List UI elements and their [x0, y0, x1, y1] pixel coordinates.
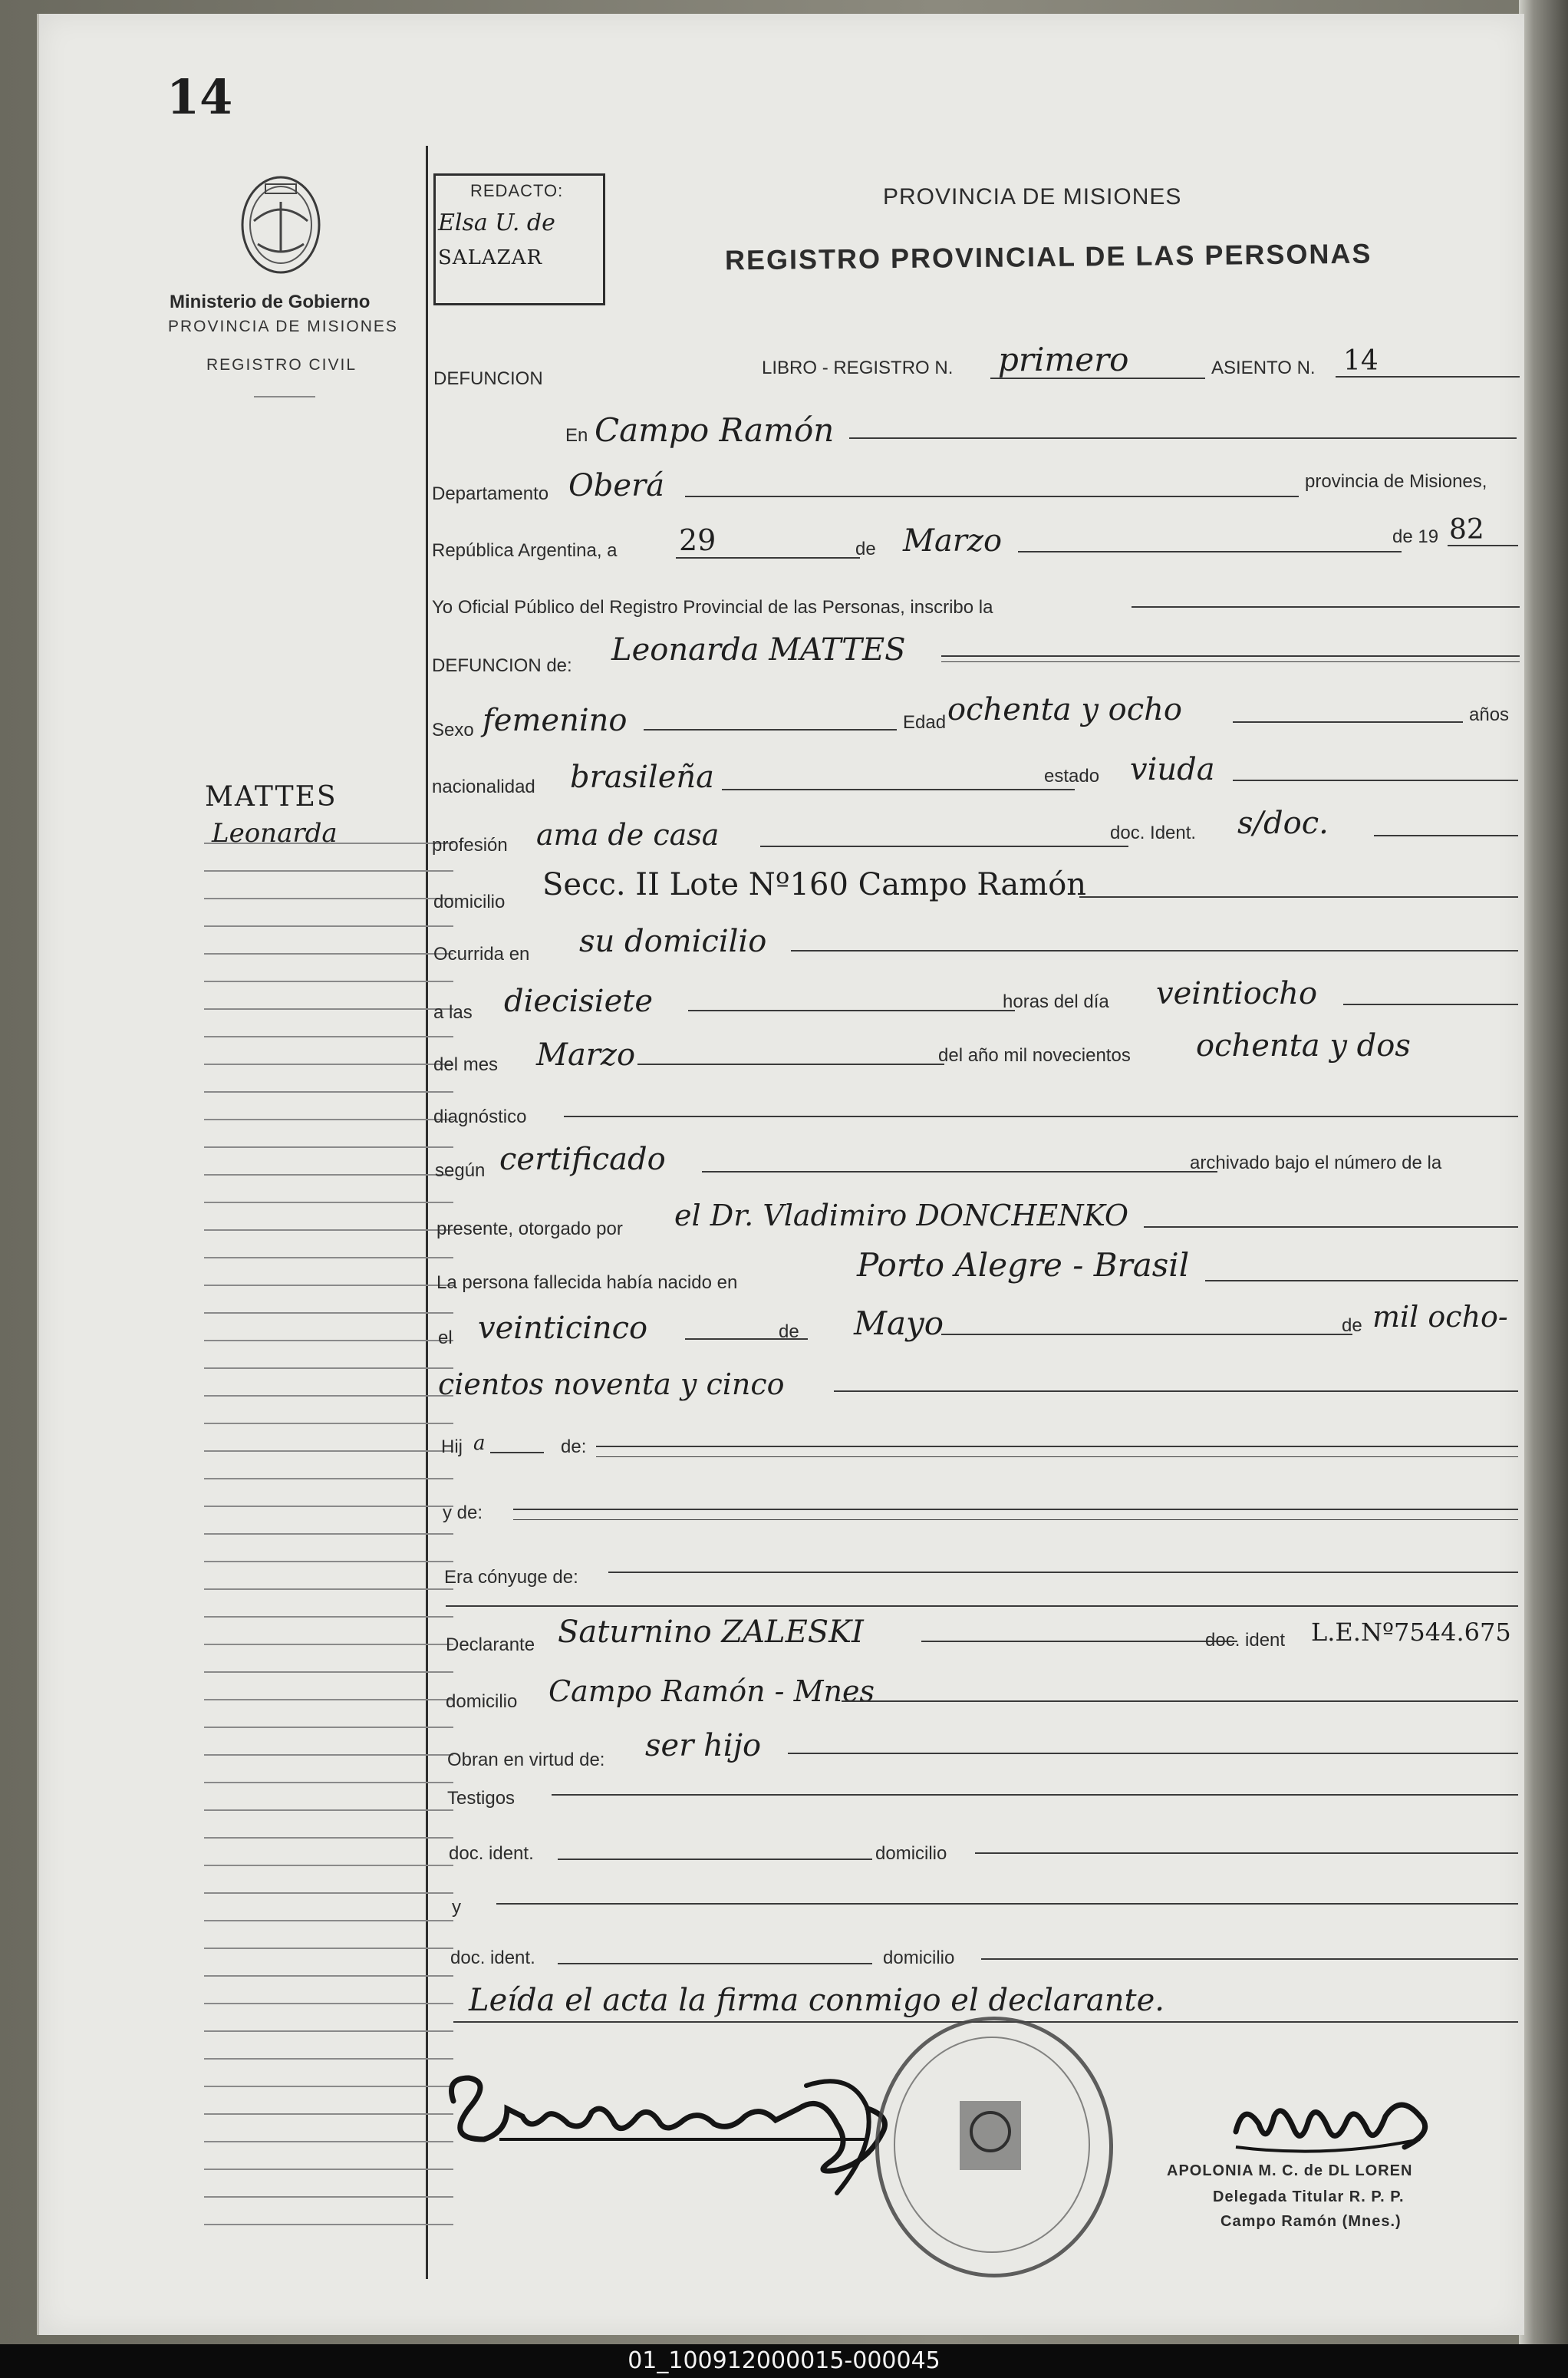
seal-emblem-icon — [944, 2086, 1036, 2185]
dia-texto-value: veintiocho — [1156, 976, 1318, 1011]
lugar-value: Campo Ramón — [595, 411, 835, 449]
estado-value: viuda — [1130, 752, 1215, 787]
nacionalidad-line — [722, 789, 1075, 790]
obran-line — [788, 1753, 1518, 1754]
ministry-province: PROVINCIA DE MISIONES — [168, 318, 398, 335]
asiento-line — [1336, 376, 1520, 378]
padre-line-2 — [513, 1519, 1518, 1520]
madre-line — [596, 1446, 1518, 1447]
coat-of-arms-icon — [231, 167, 331, 282]
estado-label: estado — [1044, 766, 1100, 787]
image-caption: 01_100912000015-000045 — [0, 2344, 1568, 2378]
nac-ano-line — [834, 1390, 1518, 1392]
testigo1-domicilio-line — [975, 1852, 1518, 1854]
margin-ruled-line — [204, 2086, 453, 2087]
margin-ruled-line — [204, 1782, 453, 1783]
redacto-name-1: Elsa U. de — [438, 209, 555, 236]
republica-label: República Argentina, a — [432, 540, 618, 561]
margin-ruled-line — [204, 1506, 453, 1507]
obran-value: ser hijo — [645, 1728, 762, 1763]
margin-ruled-line — [204, 1865, 453, 1866]
hija-label: Hij — [441, 1436, 463, 1457]
book-spine — [1519, 0, 1568, 2344]
header-province: PROVINCIA DE MISIONES — [883, 184, 1182, 209]
doc-line — [1374, 835, 1518, 836]
act-type: DEFUNCION — [433, 368, 543, 389]
declarante-domicilio-value: Campo Ramón - Mnes — [548, 1674, 875, 1708]
presente-label: presente, otorgado por — [436, 1219, 623, 1239]
margin-ruled-line — [204, 1119, 453, 1120]
declarante-domicilio-line — [842, 1700, 1518, 1702]
stamp-line-3: Campo Ramón (Mnes.) — [1220, 2213, 1402, 2230]
margin-ruled-line — [204, 1533, 453, 1535]
margin-ruled-line — [204, 2169, 453, 2170]
difunto-value: Leonarda MATTES — [611, 632, 906, 668]
diagnostico-line — [564, 1116, 1518, 1117]
hija-line-a — [490, 1452, 544, 1453]
margin-ruled-line — [204, 1920, 453, 1921]
segun-label: según — [435, 1160, 486, 1181]
nac-dia-value: veinticinco — [478, 1311, 648, 1346]
nac-ano-1-value: mil ocho- — [1372, 1300, 1508, 1334]
testigos-line — [552, 1794, 1518, 1796]
domicilio-line — [1079, 896, 1518, 898]
mes-value: Marzo — [903, 523, 1003, 559]
margin-ruled-line — [204, 2141, 453, 2142]
margin-ruled-line — [204, 1395, 453, 1397]
estado-line — [1233, 780, 1518, 781]
doc-ident-label: doc. Ident. — [1110, 823, 1197, 843]
declarante-doc-value: L.E.Nº7544.675 — [1311, 1618, 1511, 1647]
de-label-2: de — [779, 1321, 799, 1342]
segun-line — [702, 1171, 1217, 1173]
office-underline — [254, 396, 315, 397]
hora-value: diecisiete — [504, 984, 654, 1019]
del-mes-label: del mes — [433, 1054, 499, 1075]
nac-mes-line — [941, 1334, 1352, 1335]
margin-ruled-line — [204, 1975, 453, 1977]
testigo1-doc-label: doc. ident. — [449, 1843, 534, 1864]
nacionalidad-value: brasileña — [570, 760, 714, 795]
dia-texto-line — [1343, 1004, 1518, 1005]
margin-ruled-line — [204, 1174, 453, 1176]
margin-ruled-line — [204, 1754, 453, 1756]
sexo-label: Sexo — [432, 720, 474, 740]
redacto-name-2: SALAZAR — [438, 246, 543, 269]
de-mil-label: de — [1342, 1315, 1362, 1336]
margin-ruled-line — [204, 1727, 453, 1728]
dia-value: 29 — [679, 523, 716, 557]
difunto-line-2 — [941, 661, 1520, 662]
asiento-label: ASIENTO N. — [1211, 358, 1316, 378]
horas-label: horas del día — [1003, 991, 1109, 1012]
register-page — [37, 14, 1524, 2335]
testigo2-doc-line — [558, 1963, 872, 1964]
margin-ruled-line — [204, 2030, 453, 2032]
declarante-doc-label: doc. ident — [1205, 1630, 1286, 1651]
segun-value: certificado — [499, 1142, 666, 1177]
sexo-line — [644, 729, 897, 731]
declarante-line — [921, 1641, 1237, 1642]
stamp-line-1: APOLONIA M. C. de DL LOREN — [1167, 2162, 1413, 2179]
mes-line — [1018, 551, 1402, 552]
libro-line — [990, 378, 1205, 379]
padre-line — [513, 1509, 1518, 1510]
margin-ruled-line — [204, 898, 453, 899]
otorgado-value: el Dr. Vladimiro DONCHENKO — [674, 1199, 1128, 1232]
domicilio-value: Secc. II Lote Nº160 Campo Ramón — [542, 867, 1087, 902]
margin-ruled-line — [204, 1948, 453, 1949]
nac-ano-2-value: cientos noventa y cinco — [438, 1367, 785, 1401]
margin-ruled-line — [204, 843, 453, 844]
diagnostico-label: diagnóstico — [433, 1107, 527, 1127]
margin-ruled-line — [204, 870, 453, 872]
testigo2-domicilio-line — [981, 1958, 1518, 1960]
margin-ruled-line — [204, 1146, 453, 1148]
column-divider — [426, 146, 428, 2279]
declarante-value: Saturnino ZALESKI — [558, 1614, 864, 1650]
hija-suffix: a — [473, 1432, 486, 1455]
declarante-domicilio-label: domicilio — [446, 1691, 518, 1712]
margin-ruled-line — [204, 1285, 453, 1286]
margin-ruled-line — [204, 1644, 453, 1645]
obran-label: Obran en virtud de: — [447, 1750, 605, 1770]
margin-ruled-line — [204, 953, 453, 955]
defuncion-de-label: DEFUNCION de: — [432, 655, 572, 676]
margin-ruled-line — [204, 1892, 453, 1894]
margin-ruled-line — [204, 1008, 453, 1010]
margin-ruled-line — [204, 1340, 453, 1341]
asiento-value: 14 — [1343, 345, 1379, 377]
margin-ruled-line — [204, 1257, 453, 1258]
testigos-label: Testigos — [447, 1788, 516, 1809]
y-label: y — [452, 1897, 461, 1918]
difunto-line — [941, 655, 1520, 657]
edad-line — [1233, 721, 1463, 723]
margin-ruled-line — [204, 1616, 453, 1618]
margin-ruled-line — [204, 1312, 453, 1314]
archivado-label: archivado bajo el número de la — [1190, 1153, 1442, 1173]
ocurrida-value: su domicilio — [579, 924, 767, 959]
margin-ruled-line — [204, 1561, 453, 1562]
testigo2-domicilio-label: domicilio — [883, 1948, 955, 1968]
margin-ruled-line — [204, 2058, 453, 2060]
margin-ruled-line — [204, 2196, 453, 2198]
departamento-value: Oberá — [568, 468, 665, 503]
nacido-line — [1205, 1280, 1518, 1281]
ano-value: 82 — [1449, 514, 1484, 546]
nacido-label: La persona fallecida había nacido en — [436, 1272, 738, 1293]
margin-ruled-line — [204, 1671, 453, 1673]
testigo2-doc-label: doc. ident. — [450, 1948, 535, 1968]
y-de-label: y de: — [443, 1502, 483, 1523]
margin-ruled-line — [204, 1064, 453, 1065]
departamento-label: Departamento — [432, 483, 549, 504]
oficial-text: Yo Oficial Público del Registro Provincial de las Personas, inscribo la — [432, 597, 993, 618]
libro-label: LIBRO - REGISTRO N. — [762, 358, 954, 378]
closing-statement: Leída el acta la firma conmigo el declarante. — [469, 1983, 1164, 2018]
margin-ruled-line — [204, 1588, 453, 1590]
declarante-label: Declarante — [446, 1634, 535, 1655]
margin-ruled-line — [204, 1091, 453, 1093]
mes-texto-line — [637, 1064, 944, 1065]
margin-ruled-line — [204, 1229, 453, 1231]
provincia-label: provincia de Misiones, — [1305, 471, 1487, 492]
margin-ruled-line — [204, 1036, 453, 1037]
testigo2-line — [496, 1903, 1518, 1905]
profesion-value: ama de casa — [536, 818, 720, 852]
el-label: el — [438, 1328, 453, 1348]
departamento-line — [685, 496, 1299, 497]
header-registry: REGISTRO PROVINCIAL DE LAS PERSONAS — [724, 237, 1372, 276]
conyuge-label: Era cónyuge de: — [444, 1567, 578, 1588]
nac-mes-value: Mayo — [854, 1304, 944, 1342]
testigo1-doc-line — [558, 1859, 872, 1860]
margin-ruled-line — [204, 925, 453, 927]
margin-ruled-line — [204, 2113, 453, 2115]
domicilio-label: domicilio — [433, 892, 506, 912]
ocurrida-line — [791, 950, 1518, 952]
stamp-line-2: Delegada Titular R. P. P. — [1213, 2188, 1405, 2205]
libro-value: primero — [998, 341, 1129, 378]
ocurrida-label: Ocurrida en — [433, 944, 530, 965]
redacto-label: REDACTO: — [470, 181, 564, 200]
margin-ruled-line — [204, 1450, 453, 1452]
madre-line-2 — [596, 1456, 1518, 1457]
margin-ruled-line — [204, 2224, 453, 2225]
ministry-name: Ministerio de Gobierno — [170, 292, 371, 312]
hora-line — [688, 1010, 1015, 1011]
lugar-line — [849, 437, 1517, 439]
conyuge-line-2 — [446, 1605, 1518, 1607]
de-label-1: de — [855, 539, 876, 559]
profesion-line — [760, 846, 1128, 847]
margin-ruled-line — [204, 1367, 453, 1369]
a-las-label: a las — [433, 1002, 473, 1023]
mes-texto-value: Marzo — [536, 1037, 636, 1073]
margin-ruled-line — [204, 1837, 453, 1839]
margin-ruled-line — [204, 981, 453, 982]
doc-value: s/doc. — [1237, 806, 1329, 841]
profesion-label: profesión — [432, 835, 508, 856]
hija-de-label: de: — [561, 1436, 587, 1457]
ano-line — [1448, 545, 1518, 546]
de-19-label: de 19 — [1392, 526, 1439, 547]
nacido-value: Porto Alegre - Brasil — [857, 1246, 1190, 1284]
margin-ruled-line — [204, 2003, 453, 2004]
ministry-office: REGISTRO CIVIL — [206, 356, 357, 374]
en-label: En — [565, 425, 588, 446]
otorgado-line — [1144, 1226, 1518, 1228]
sexo-value: femenino — [483, 703, 628, 738]
margin-ruled-line — [204, 1478, 453, 1479]
dia-line — [676, 557, 860, 559]
margin-given-name: Leonarda — [212, 818, 338, 849]
margin-ruled-line — [204, 1423, 453, 1424]
oficial-line — [1132, 606, 1520, 608]
margin-ruled-line — [204, 1699, 453, 1700]
conyuge-line — [608, 1572, 1518, 1573]
margin-ruled-line — [204, 1809, 453, 1811]
nacionalidad-label: nacionalidad — [432, 777, 535, 797]
margin-surname: MATTES — [205, 781, 338, 813]
anos-label: años — [1469, 704, 1510, 725]
page-number: 14 — [166, 69, 233, 125]
officer-signature — [1220, 2086, 1466, 2170]
edad-label: Edad — [903, 712, 947, 733]
del-ano-label: del año mil novecientos — [938, 1045, 1131, 1066]
ano-texto-value: ochenta y dos — [1196, 1028, 1411, 1064]
testigo1-domicilio-label: domicilio — [875, 1843, 947, 1864]
edad-value: ochenta y ocho — [947, 692, 1182, 727]
margin-ruled-line — [204, 1202, 453, 1203]
